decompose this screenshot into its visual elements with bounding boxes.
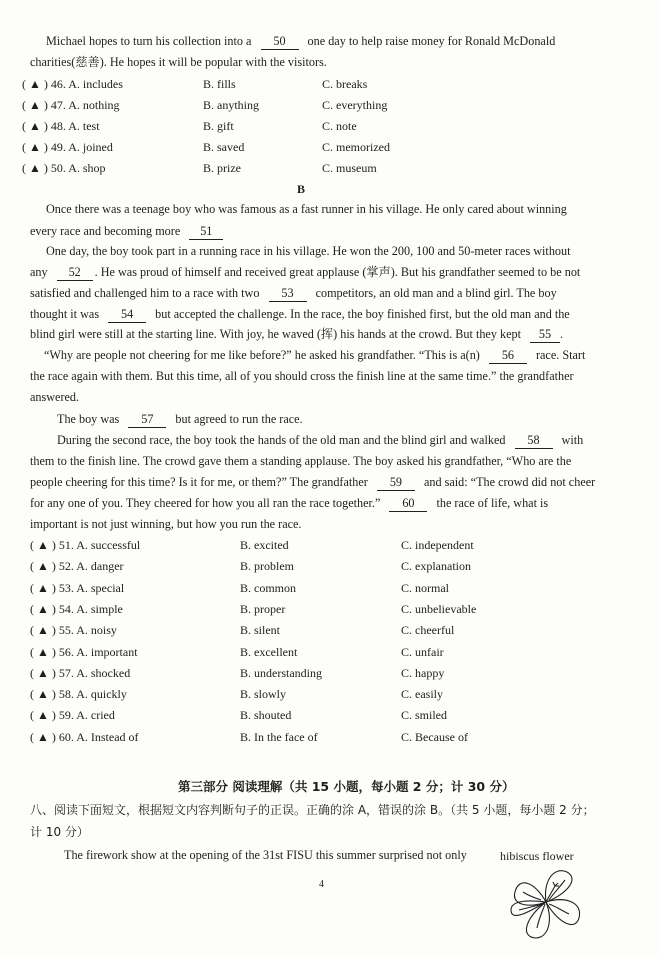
text: the race of life, what is	[436, 496, 549, 510]
passage-b-line	[30, 495, 548, 512]
passage-b-line	[30, 285, 557, 302]
option-row-57	[0, 665, 658, 681]
option-row-59	[0, 707, 658, 723]
text: any	[30, 265, 48, 279]
blank-56: 56	[489, 347, 527, 364]
option-c: C. independent	[401, 538, 474, 552]
option-c: C. happy	[401, 665, 445, 680]
option-c: C. unbelievable	[401, 601, 477, 616]
part8-instruction-line-2: 计 10 分）	[30, 825, 89, 839]
text: During the second race, the boy took the hands of the old man and the blind girl and walked	[57, 433, 506, 447]
passage-b-line: the race again with them. But this time, all of you should cross the finish line at the same time.” the grandfather	[30, 369, 574, 383]
option-b: B. understanding	[240, 665, 322, 680]
part8-instruction-line-1: 八、阅读下面短文，根据短文内容判断句子的正误。正确的涂 A，错误的涂 B。（共 5 小题，每小题 2 分；	[30, 803, 595, 817]
question-marker: ( ▲ ) 55. A. noisy	[30, 623, 117, 638]
question-marker: ( ▲ ) 50. A. shop	[22, 161, 106, 175]
option-row-58	[0, 686, 658, 702]
blank-55: 55	[530, 326, 560, 343]
question-marker: ( ▲ ) 53. A. special	[30, 580, 125, 595]
text: blind girl were still at the starting line. With joy, he waved (挥) his hands at the crowd. But they kept	[30, 327, 521, 341]
text: race. Start	[535, 348, 586, 362]
option-c: C. everything	[322, 98, 388, 112]
passage-b-line: them to the finish line. The crowd gave them a standing applause. The boy asked his grandfather, “Who are the	[30, 454, 572, 468]
flower-caption: hibiscus flower	[500, 849, 574, 863]
section-b-title: B	[297, 182, 306, 196]
passage-b-line: blind girl were still at the starting line. With joy, he waved (挥) his hands at the crowd. But they kept 55 .	[30, 327, 564, 341]
text: every race and becoming more	[30, 224, 181, 238]
text: with	[561, 433, 584, 447]
option-c: C. breaks	[322, 77, 368, 91]
option-b: B. prize	[203, 161, 241, 175]
option-c: C. cheerful	[401, 623, 455, 638]
option-c: C. Because of	[401, 729, 468, 744]
option-row-46	[0, 76, 658, 92]
option-row-60	[0, 729, 658, 745]
text: Michael hopes to turn his collection into a	[46, 34, 252, 48]
option-b: B. slowly	[240, 687, 287, 702]
part3-heading: 第三部分 阅读理解（共 15 小题，每小题 2 分；计 30 分）	[178, 779, 515, 794]
option-row-51	[0, 537, 658, 553]
option-b: B. common	[240, 580, 296, 595]
option-row-48	[0, 118, 658, 134]
passage-a-line-1	[46, 33, 555, 50]
text: thought it was	[30, 307, 100, 321]
option-row-54	[0, 601, 658, 617]
option-b: B. problem	[240, 559, 294, 574]
question-marker: ( ▲ ) 60. A. Instead of	[30, 729, 139, 744]
passage-b-line	[57, 411, 303, 428]
option-b: B. In the face of	[240, 729, 318, 744]
text: The boy was	[57, 412, 120, 426]
passage-b-line: answered.	[30, 390, 80, 404]
option-row-56	[0, 644, 658, 660]
option-c: C. note	[322, 119, 357, 133]
text: but agreed to run the race.	[175, 412, 303, 426]
blank-51: 51	[189, 223, 223, 240]
passage-b-line	[57, 432, 583, 449]
option-row-50	[0, 160, 658, 176]
option-row-55	[0, 622, 658, 638]
text: competitors, an old man and a blind girl. The boy	[315, 286, 557, 300]
question-marker: ( ▲ ) 59. A. cried	[30, 708, 115, 723]
question-marker: ( ▲ ) 47. A. nothing	[22, 98, 120, 112]
passage-a-line-2: charities(慈善). He hopes it will be popular with the visitors.	[30, 55, 327, 69]
question-marker: ( ▲ ) 58. A. quickly	[30, 687, 127, 702]
option-row-53	[0, 580, 658, 596]
blank-50: 50	[261, 33, 299, 50]
option-b: B. shouted	[240, 708, 292, 723]
text: for any one of you. They cheered for how you all ran the race together.”	[30, 496, 381, 510]
passage-b-line	[30, 264, 580, 281]
blank-52: 52	[57, 264, 93, 281]
question-marker: ( ▲ ) 54. A. simple	[30, 601, 123, 616]
question-marker: ( ▲ ) 49. A. joined	[22, 140, 113, 154]
option-c: C. smiled	[401, 708, 448, 723]
question-marker: ( ▲ ) 48. A. test	[22, 119, 100, 133]
option-c: C. explanation	[401, 559, 471, 574]
text: and said: “The crowd did not cheer	[423, 475, 596, 489]
text: satisfied and challenged him to a race with two	[30, 286, 260, 300]
passage-c-line: The firework show at the opening of the 31st FISU this summer surprised not only	[64, 848, 467, 862]
passage-b-line	[30, 474, 595, 491]
question-marker: ( ▲ ) 57. A. shocked	[30, 665, 131, 680]
option-c: C. unfair	[401, 644, 444, 659]
passage-b-line	[44, 347, 585, 364]
text: . He was proud of himself and received great applause (掌声). But his grandfather seemed to be not	[94, 265, 581, 279]
text: “Why are people not cheering for me like before?” he asked his grandfather. “This is a(n)	[44, 348, 480, 362]
text: people cheering for this time? Is it for me, or them?” The grandfather	[30, 475, 368, 489]
option-b: B. saved	[203, 140, 245, 154]
option-c: C. normal	[401, 580, 449, 595]
blank-57: 57	[128, 411, 166, 428]
passage-b-line: Once there was a teenage boy who was famous as a fast runner in his village. He only cared about winning	[46, 202, 567, 216]
option-c: C. memorized	[322, 140, 390, 154]
passage-b-line: One day, the boy took part in a running race in his village. He won the 200, 100 and 50-meter races without	[46, 244, 571, 258]
question-marker: ( ▲ ) 52. A. danger	[30, 559, 124, 574]
text: one day to help raise money for Ronald McDonald	[307, 34, 556, 48]
blank-59: 59	[377, 474, 415, 491]
option-c: C. easily	[401, 687, 443, 702]
question-marker: ( ▲ ) 46. A. includes	[22, 77, 123, 91]
option-b: B. excited	[240, 538, 289, 552]
passage-b-line	[30, 306, 570, 323]
option-row-49	[0, 139, 658, 155]
option-row-47	[0, 97, 658, 113]
option-b: B. anything	[203, 98, 259, 112]
option-c: C. museum	[322, 161, 377, 175]
hibiscus-flower-illustration	[505, 862, 587, 944]
passage-b-line: important is not just winning, but how you run the race.	[30, 517, 302, 531]
question-marker: ( ▲ ) 51. A. successful	[30, 538, 141, 552]
option-b: B. proper	[240, 601, 286, 616]
blank-58: 58	[515, 432, 553, 449]
text: but accepted the challenge. In the race, the boy finished first, but the old man and the	[155, 307, 570, 321]
option-row-52	[0, 558, 658, 574]
blank-60: 60	[389, 495, 427, 512]
question-marker: ( ▲ ) 56. A. important	[30, 644, 138, 659]
option-b: B. silent	[240, 623, 281, 638]
page-number: 4	[319, 879, 324, 890]
option-b: B. gift	[203, 119, 234, 133]
option-b: B. excellent	[240, 644, 298, 659]
passage-b-line	[30, 223, 223, 240]
blank-54: 54	[108, 306, 146, 323]
blank-53: 53	[269, 285, 307, 302]
option-b: B. fills	[203, 77, 236, 91]
